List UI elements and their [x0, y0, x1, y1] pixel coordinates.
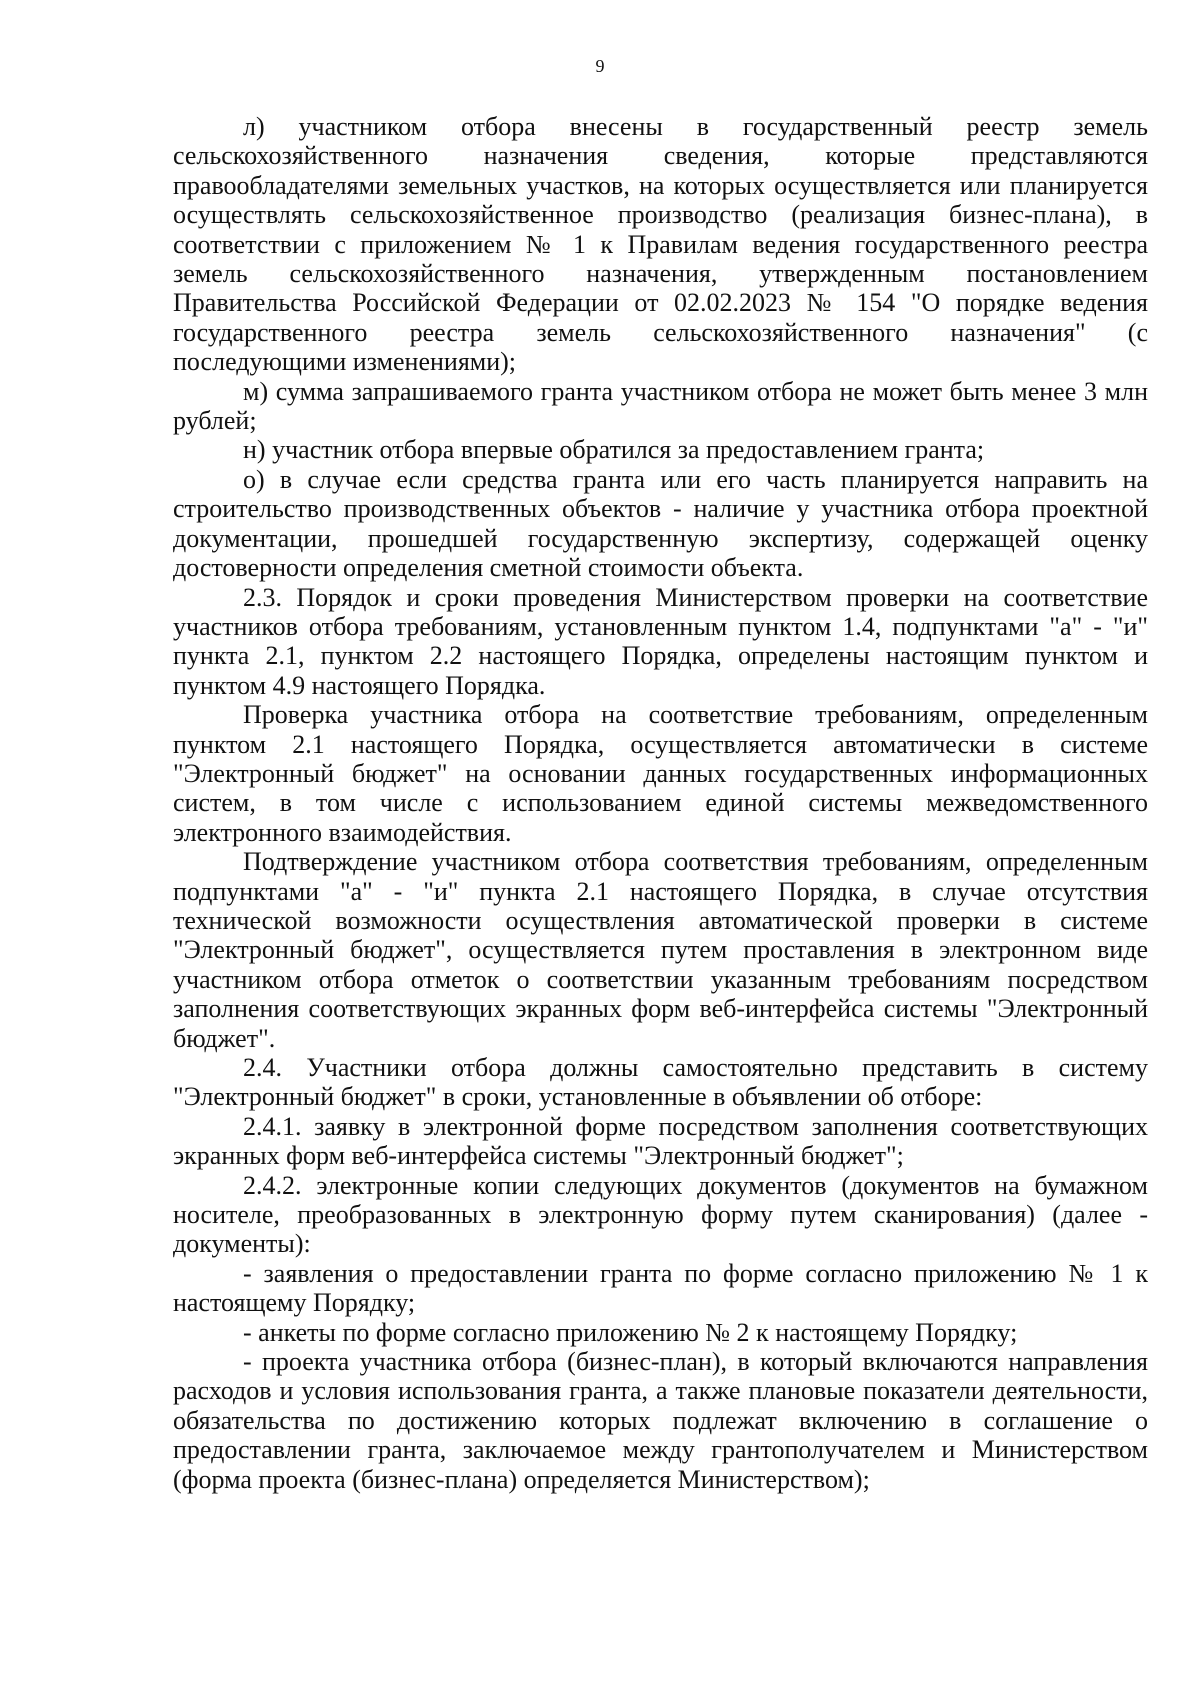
list-item-questionnaire: - анкеты по форме согласно приложению № 2 к настоящему Порядку; — [243, 1317, 1018, 1347]
paragraph-2-4: 2.4. Участники отбора должны самостоятельно представить в систему "Электронный бюджет" в сроки, установленные в объявлении об отборе: — [173, 1053, 1148, 1112]
paragraph-confirmation: Подтверждение участником отбора соответствия требованиям, определенным подпунктами "а" - "и" пункта 2.1 настоящего Порядка, в случае отсутствия технической возможности осуществления автоматической проверки в системе "Электронный бюджет", осуществляется путем проставления в электронном виде участником отбора отметок о соответствии указанным требованиям посредством заполнения соответствующих экранных форм веб-интерфейса системы "Электронный бюджет". — [173, 847, 1148, 1053]
document-body — [173, 112, 1148, 1494]
list-item-business-plan: - проекта участника отбора (бизнес-план), в который включаются направления расходов и условия использования гранта, а также плановые показатели деятельности, обязательства по достижению которых подлежат включению в соглашение о предоставлении гранта, заключаемое между грантополучателем и Министерством (форма проекта (бизнес-плана) определяется Министерством); — [173, 1347, 1148, 1494]
paragraph-check-automatic: Проверка участника отбора на соответствие требованиям, определенным пунктом 2.1 настоящего Порядка, осуществляется автоматически в системе "Электронный бюджет" на основании данных государственных информационных систем, в том числе с использованием единой системы межведомственного электронного взаимодействия. — [173, 700, 1148, 847]
paragraph-n: н) участник отбора впервые обратился за предоставлением гранта; — [243, 435, 985, 465]
paragraph-o: о) в случае если средства гранта или его часть планируется направить на строительство производственных объектов - наличие у участника отбора проектной документации, прошедшей государственную экспертизу, содержащей оценку достоверности определения сметной стоимости объекта. — [173, 464, 1148, 583]
paragraph-l: л) участником отбора внесены в государственный реестр земель сельскохозяйственного назначения сведения, которые представляются правообладателями земельных участков, на которых осуществляется или планируется осуществлять сельскохозяйственное производство (реализация бизнес-плана), в соответствии с приложением № 1 к Правилам ведения государственного реестра земель сельскохозяйственного назначения, утвержденным постановлением Правительства Российской Федерации от 02.02.2023 № 154 "О порядке ведения государственного реестра земель сельскохозяйственного назначения" (с последующими изменениями); — [173, 112, 1148, 377]
paragraph-2-4-2: 2.4.2. электронные копии следующих документов (документов на бумажном носителе, преобразованных в электронную форму путем сканирования) (далее - документы): — [173, 1170, 1148, 1259]
paragraph-m: м) сумма запрашиваемого гранта участником отбора не может быть менее 3 млн рублей; — [173, 376, 1148, 436]
page-number: 9 — [595, 56, 605, 76]
paragraph-2-3: 2.3. Порядок и сроки проведения Министерством проверки на соответствие участников отбора требованиям, установленным пунктом 1.4, подпунктами "а" - "и" пункта 2.1, пунктом 2.2 настоящего Порядка, определены настоящим пунктом и пунктом 4.9 настоящего Порядка. — [173, 582, 1148, 700]
list-item-application: - заявления о предоставлении гранта по форме согласно приложению № 1 к настоящему Порядку; — [173, 1258, 1148, 1318]
paragraph-2-4-1: 2.4.1. заявку в электронной форме посредством заполнения соответствующих экранных форм веб-интерфейса системы "Электронный бюджет"; — [173, 1111, 1148, 1171]
